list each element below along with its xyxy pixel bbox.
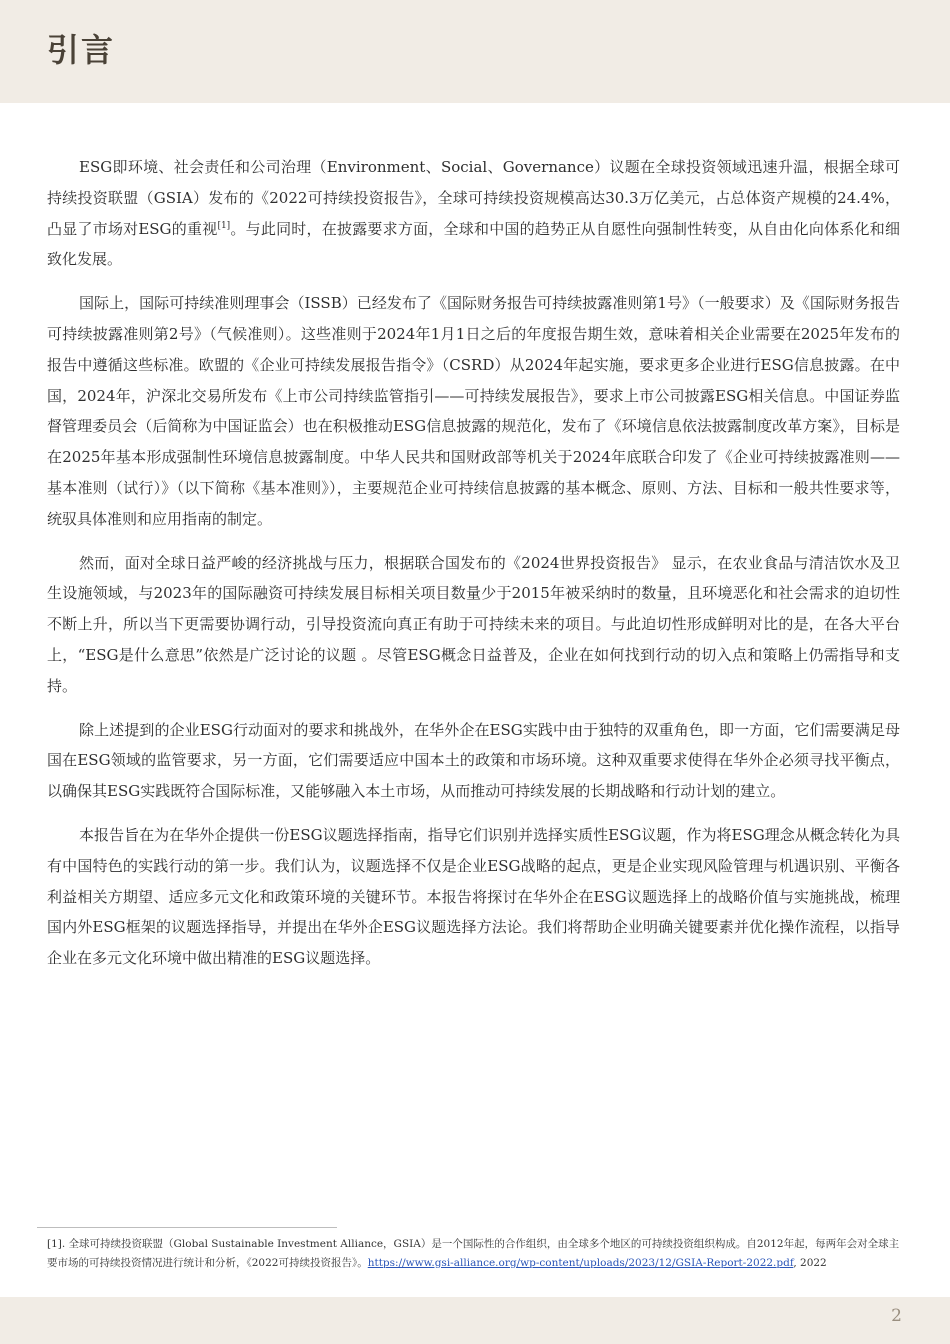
footnote xyxy=(47,1235,900,1273)
paragraph-4: 除上述提到的企业ESG行动面对的要求和挑战外，在华外企在ESG实践中由于独特的双重角色，即一方面，它们需要满足母国在ESG领域的监管要求，另一方面，它们需要适应中国本土的政策和市场环境。这种双重要求使得在华外企必须寻找平衡点，以确保其ESG实践既符合国际标准，又能够融入本土市场，从而推动可持续发展的长期战略和行动计划的建立。 xyxy=(47,720,900,801)
footer-band xyxy=(0,1297,950,1344)
footnote-reference[interactable]: [1] xyxy=(217,220,231,231)
paragraph-1-part-a: ESG即环境、社会责任和公司治理（Environment、Social、Governance）议题在全球投资领域迅速升温，根据全球可持续投资联盟（GSIA）发布的《2022可持续投资报告》，全球可持续投资规模高达30.3万亿美元，占总体资产规模的24.4%，凸显了市场对ESG的重视 xyxy=(47,158,900,238)
paragraph-1-part-b: 。与此同时，在披露要求方面，全球和中国的趋势正从自愿性向强制性转变，从自由化向体系化和细致化发展。 xyxy=(47,219,900,269)
paragraph-5: 本报告旨在为在华外企提供一份ESG议题选择指南，指导它们识别并选择实质性ESG议题，作为将ESG理念从概念转化为具有中国特色的实践行动的第一步。我们认为，议题选择不仅是企业ESG战略的起点，更是企业实现风险管理与机遇识别、平衡各利益相关方期望、适应多元文化和政策环境的关键环节。本报告将探讨在华外企在ESG议题选择上的战略价值与实施挑战，梳理国内外ESG框架的议题选择指导，并提出在华外企ESG议题选择方法论。我们将帮助企业明确关键要素并优化操作流程，以指导企业在多元文化环境中做出精准的ESG议题选择。 xyxy=(47,825,900,968)
paragraph-3: 然而，面对全球日益严峻的经济挑战与压力，根据联合国发布的《2024世界投资报告》 显示，在农业食品与清洁饮水及卫生设施领域，与2023年的国际融资可持续发展目标相关项目数量少于2015年被采纳时的数量，且环境恶化和社会需求的迫切性不断上升，所以当下更需要协调行动，引导投资流向真正有助于可持续未来的项目。与此迫切性形成鲜明对比的是，在各大平台上，“ESG是什么意思”依然是广泛讨论的议题 。尽管ESG概念日益普及，企业在如何找到行动的切入点和策略上仍需指导和支持。 xyxy=(47,553,900,695)
page-number: 2 xyxy=(891,1306,902,1326)
header-band xyxy=(0,0,950,103)
paragraph-2: 国际上，国际可持续准则理事会（ISSB）已经发布了《国际财务报告可持续披露准则第1号》（一般要求）及《国际财务报告可持续披露准则第2号》（气候准则）。这些准则于2024年1月1日之后的年度报告期生效，意味着相关企业需要在2025年发布的报告中遵循这些标准。欧盟的《企业可持续发展报告指令》（CSRD）从2024年起实施，要求更多企业进行ESG信息披露。在中国，2024年，沪深北交易所发布《上市公司持续监管指引——可持续发展报告》，要求上市公司披露ESG相关信息。中国证券监督管理委员会（后简称为中国证监会）也在积极推动ESG信息披露的规范化，发布了《环境信息依法披露制度改革方案》，目标是在2025年基本形成强制性环境信息披露制度。中华人民共和国财政部等机关于2024年底联合印发了《企业可持续披露准则——基本准则（试行）》（以下简称《基本准则》），主要规范企业可持续信息披露的基本概念、原则、方法、目标和一般共性要求等，统驭具体准则和应用指南的制定。 xyxy=(47,294,900,528)
paragraph-1 xyxy=(47,152,900,275)
footnote-tail: , 2022 xyxy=(793,1257,827,1269)
page-title: 引言 xyxy=(47,31,116,69)
footnote-divider xyxy=(37,1227,337,1228)
footnote-link[interactable]: https://www.gsi-alliance.org/wp-content/uploads/2023/12/GSIA-Report-2022.pdf xyxy=(367,1257,794,1269)
body-text xyxy=(47,152,900,987)
footnote-text: [1]. 全球可持续投资联盟（Global Sustainable Investment Alliance，GSIA）是一个国际性的合作组织，由全球多个地区的可持续投资组织构成。自2012年起，每两年会对全球主要市场的可持续投资情况进行统计和分析，《2022可持续投资报告》。 xyxy=(47,1238,900,1269)
